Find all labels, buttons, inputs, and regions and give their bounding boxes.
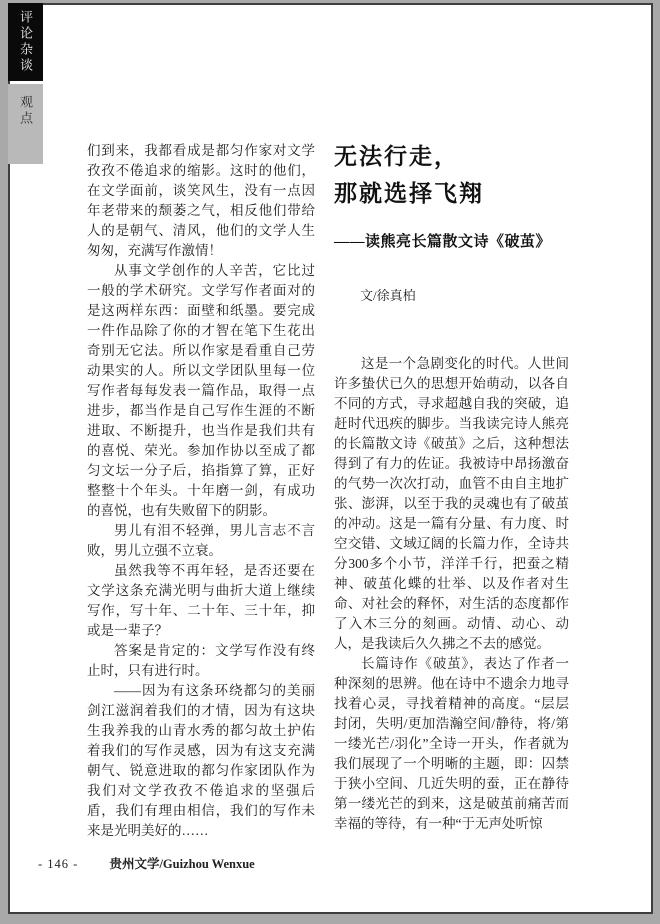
left-column	[87, 141, 315, 841]
category-tab-label: 评论杂谈	[18, 10, 33, 74]
journal-name: 贵州文学/Guizhou Wenxue	[109, 857, 255, 871]
right-paragraph-1: 这是一个急剧变化的时代。人世间许多蛰伏已久的思想开始萌动，以各自不同的方式，寻求超越自我的突破，追赶时代迅疾的脚步。当我读完诗人熊亮的长篇散文诗《破茧》之后，这种想法得到了有力的佐证。我被诗中昂扬激奋的气势一次次打动，血管不由自主地扩张、澎湃，以至于我的灵魂也有了破茧的冲动。这是一篇有分量、有力度、时空交错、文域辽阔的长篇力作，全诗共分300多个小节，洋洋千行，把蚕之精神、破茧化蝶的壮举、以及作者对生命、对社会的释怀，对生活的态度都作了入木三分的刻画。动情、动心、动人，是我读后久久拂之不去的感觉。	[334, 356, 569, 651]
magazine-page	[8, 3, 653, 914]
page-number: - 146 -	[38, 857, 79, 871]
left-paragraph-1: 们到来，我都看成是都匀作家对文学孜孜不倦追求的缩影。这时的他们，在文学面前，谈笑风生，没有一点因年老带来的颓萎之气，相反他们带给人的是朝气、清风，他们的文学人生匆匆，充满写作激情！	[87, 143, 315, 258]
left-paragraph-4: 虽然我等不再年轻，是否还要在文学这条充满光明与曲折大道上继续写作，写十年、二十年、三十年，抑或是一辈子？	[87, 563, 315, 638]
article-author: 文/徐真柏	[360, 288, 416, 303]
article-title-line1: 无法行走，	[334, 144, 459, 169]
article-title-line2: 那就选择飞翔	[334, 181, 484, 206]
article-title	[334, 138, 569, 212]
left-paragraph-5: 答案是肯定的：文学写作没有终止时，只有进行时。	[87, 643, 315, 678]
article-subtitle: ——读熊亮长篇散文诗《破茧》	[334, 234, 552, 250]
left-paragraph-6: ——因为有这条环绕都匀的美丽剑江滋润着我们的才情，因为有这块生我养我的山青水秀的都匀故土护佑着我们的写作灵感，因为有这支充满朝气、锐意进取的都匀作家团队作为我们对文学孜孜不倦追求的坚强后盾，我们有理由相信，我们的写作未来是光明美好的……	[87, 683, 315, 838]
right-paragraph-2: 长篇诗作《破茧》，表达了作者一种深刻的思辨。他在诗中不遗余力地寻找着心灵，寻找着精神的高度。“层层封闭，失明/更加浩瀚空间/静待，将/第一缕光芒/羽化”全诗一开头，作者就为我们展现了一个明晰的主题，即：囚禁于狭小空间、几近失明的蚕，正在静待第一缕光芒的到来，这是破茧前痛苦而幸福的等待，有一种“于无声处听惊	[334, 656, 569, 831]
left-paragraph-3: 男儿有泪不轻弹，男儿言志不言败，男儿立强不立衰。	[87, 523, 315, 558]
category-tab	[8, 3, 43, 81]
section-tab	[8, 84, 43, 164]
page-footer	[38, 854, 255, 872]
article-body	[334, 354, 569, 834]
section-tab-label: 观点	[18, 95, 33, 127]
right-column	[334, 138, 569, 834]
left-paragraph-2: 从事文学创作的人辛苦，它比过一般的学术研究。文学写作者面对的是这两样东西：面壁和纸墨。要完成一件作品除了你的才智在笔下生花出奇别无它法。所以作家是看重自己劳动果实的人。所以文学团队里每一位写作者每每发表一篇作品，取得一点进步，都当作是自己写作生涯的不断进取、不断提升，也当作是我们共有的喜悦、荣光。参加作协以至成了都匀文坛一分子后，掐指算了算，正好整整十个年头。十年磨一剑，有成功的喜悦，也有失败留下的阴影。	[87, 263, 315, 518]
